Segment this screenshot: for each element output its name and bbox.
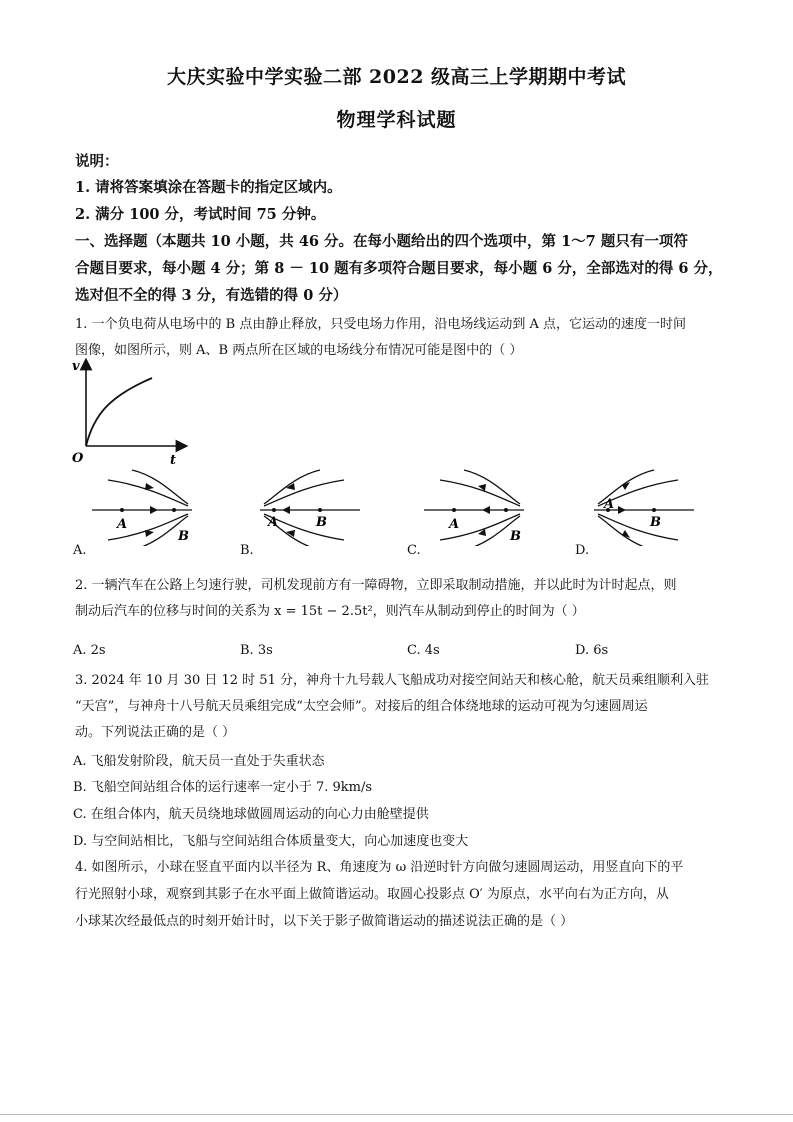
q4-line-1: 4. 如图所示，小球在竖直平面内以半径为 R、角速度为 ω 沿逆时针方向做匀速圆周运动，用竖直向下的平 [75, 860, 684, 875]
q3-option-d: D. 与空间站相比，飞船与空间站组合体质量变大，向心加速度也变大 [73, 834, 469, 849]
section1-line-1: 一、选择题（本题共 10 小题，共 46 分。在每小题给出的四个选项中，第 1～7 题只有一项符 [75, 233, 688, 250]
note-item-2: 2. 满分 100 分，考试时间 75 分钟。 [75, 206, 326, 223]
q1-option-a-label: A. [73, 543, 87, 558]
q2-option-d: D. 6s [575, 643, 609, 658]
option-a-point-b-label: B [178, 529, 189, 544]
q2-line-1: 2. 一辆汽车在公路上匀速行驶，司机发现前方有一障碍物，立即采取制动措施，并以此时为计时起点，则 [75, 578, 677, 593]
field-option-b [254, 466, 364, 546]
notes-heading: 说明： [75, 153, 119, 170]
section1-line-2: 合题目要求，每小题 4 分；第 8 － 10 题有多项符合题目要求，每小题 6 分，全部选对的得 6 分， [75, 260, 723, 277]
q3-line-1: 3. 2024 年 10 月 30 日 12 时 51 分，神舟十九号载人飞船成功对接空间站天和核心舱，航天员乘组顺利入驻 [75, 673, 709, 688]
v-t-curve [86, 378, 152, 446]
q3-option-b: B. 飞船空间站组合体的运行速率一定小于 7. 9km/s [73, 780, 373, 795]
t-axis-label: t [170, 453, 177, 468]
q3-option-a: A. 飞船发射阶段，航天员一直处于失重状态 [73, 754, 325, 769]
velocity-time-graph [70, 358, 190, 468]
q4-line-2: 行光照射小球，观察到其影子在水平面上做简谐运动。取圆心投影点 O′ 为原点，水平向右为正方向，从 [75, 887, 669, 902]
field-option-d [588, 466, 698, 546]
exam-subtitle: 物理学科试题 [336, 109, 457, 131]
q3-option-c: C. 在组合体内，航天员绕地球做圆周运动的向心力由舱壁提供 [73, 807, 429, 822]
exam-title: 大庆实验中学实验二部 2022 级高三上学期期中考试 [166, 66, 627, 88]
option-a-point-a-label: A [117, 517, 128, 532]
q3-line-3: 动。下列说法正确的是（ ） [75, 725, 236, 740]
field-option-a [88, 466, 208, 546]
q1-line-2: 图像，如图所示，则 A、B 两点所在区域的电场线分布情况可能是图中的（ ） [75, 343, 523, 358]
q1-option-d-label: D. [575, 543, 590, 558]
q3-line-2: “天宫”，与神舟十八号航天员乘组完成“太空会师”。对接后的组合体绕地球的运动可视为匀速圆周运 [75, 699, 648, 714]
option-c-point-a-label: A [449, 517, 460, 532]
origin-label: O [72, 451, 84, 466]
option-d-point-b-label: B [650, 515, 661, 530]
q4-line-3: 小球某次经最低点的时刻开始计时，以下关于影子做简谐运动的描述说法正确的是（ ） [75, 914, 574, 929]
section1-line-3: 选对但不全的得 3 分，有选错的得 0 分） [75, 287, 348, 304]
option-b-point-b-label: B [316, 515, 327, 530]
v-axis-label: v [72, 359, 80, 374]
q1-option-c-label: C. [407, 543, 421, 558]
q2-option-b: B. 3s [240, 643, 273, 658]
q2-option-a: A. 2s [73, 643, 106, 658]
note-item-1: 1. 请将答案填涂在答题卡的指定区域内。 [75, 179, 342, 196]
q1-line-1: 1. 一个负电荷从电场中的 B 点由静止释放，只受电场力作用，沿电场线运动到 A 点，它运动的速度一时间 [75, 317, 687, 332]
q2-line-2: 制动后汽车的位移与时间的关系为 x = 15t − 2.5t²，则汽车从制动到停止的时间为（ ） [75, 604, 585, 619]
q1-option-b-label: B. [240, 543, 254, 558]
q2-option-c: C. 4s [407, 643, 440, 658]
option-c-point-b-label: B [510, 529, 521, 544]
option-b-point-a-label: A [268, 515, 279, 530]
option-d-point-a-label: A [604, 497, 615, 512]
field-option-c [420, 466, 540, 546]
page-bottom-rule [0, 1114, 793, 1115]
